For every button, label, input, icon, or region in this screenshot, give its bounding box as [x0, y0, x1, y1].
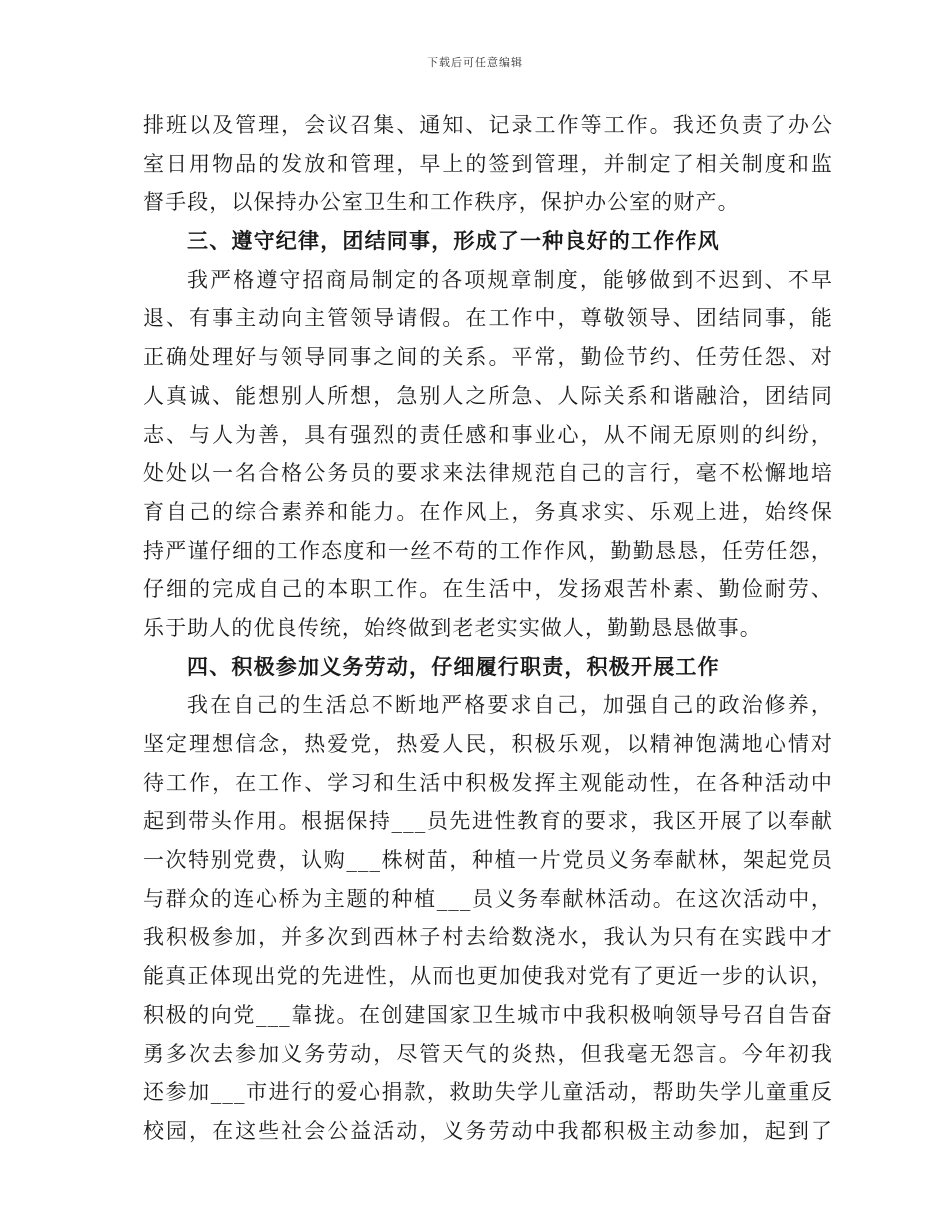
text-line: 我严格遵守招商局制定的各项规章制度，能够做到不迟到、不早: [187, 267, 833, 292]
text-line: 我在自己的生活总不断地严格要求自己，加强自己的政治修养，: [187, 693, 833, 718]
section-heading: 三、遵守纪律，团结同事，形成了一种良好的工作作风: [187, 229, 720, 254]
header-note: 下载后可任意编辑: [427, 56, 523, 69]
text-line: 一次特别党费，认购___株树苗，种植一片党员义务奉献林，架起党员: [143, 848, 833, 873]
text-line: 育自己的综合素养和能力。在作风上，务真求实、乐观上进，始终保: [143, 499, 833, 524]
text-line: 勇多次去参加义务劳动，尽管天气的炎热，但我毫无怨言。今年初我: [143, 1041, 833, 1066]
text-line: 持严谨仔细的工作态度和一丝不苟的工作作风，勤勤恳恳，任劳任怨，: [143, 538, 833, 563]
paragraph: [143, 261, 833, 648]
text-line: 退、有事主动向主管领导请假。在工作中，尊敬领导、团结同事，能: [143, 306, 833, 331]
text-line: 督手段，以保持办公室卫生和工作秩序，保护办公室的财产。: [143, 190, 740, 215]
section-heading: 四、积极参加义务劳动，仔细履行职责，积极开展工作: [187, 654, 720, 679]
text-line: 能真正体现出党的先进性，从而也更加使我对党有了更近一步的认识，: [143, 964, 833, 989]
text-line: 乐于助人的优良传统，始终做到老老实实做人，勤勤恳恳做事。: [143, 615, 762, 640]
text-line: 积极的向党___靠拢。在创建国家卫生城市中我积极响领导号召自告奋: [143, 1002, 833, 1027]
text-line: 室日用物品的发放和管理，早上的签到管理，并制定了相关制度和监: [143, 151, 833, 176]
text-line: 排班以及管理，会议召集、通知、记录工作等工作。我还负责了办公: [143, 113, 833, 137]
document-body: [143, 106, 833, 1151]
paragraph: [143, 686, 833, 1150]
text-line: 正确处理好与领导同事之间的关系。平常，勤俭节约、任劳任怨、对: [143, 345, 833, 370]
text-line: 我积极参加，并多次到西林子村去给数浇水，我认为只有在实践中才: [143, 925, 833, 950]
text-line: 与群众的连心桥为主题的种植___员义务奉献林活动。在这次活动中，: [143, 886, 833, 911]
text-line: 坚定理想信念，热爱党，热爱人民，积极乐观，以精神饱满地心情对: [143, 732, 833, 756]
paragraph: [143, 106, 833, 222]
text-line: 志、与人为善，具有强烈的责任感和事业心，从不闹无原则的纠纷，: [143, 422, 833, 447]
text-line: 起到带头作用。根据保持___员先进性教育的要求，我区开展了以奉献: [143, 809, 833, 834]
text-line: 校园，在这些社会公益活动，义务劳动中我都积极主动参加，起到了: [143, 1118, 833, 1143]
text-line: 人真诚、能想别人所想，急别人之所急、人际关系和谐融洽，团结同: [143, 383, 833, 408]
text-line: 仔细的完成自己的本职工作。在生活中，发扬艰苦朴素、勤俭耐劳、: [143, 577, 833, 602]
text-line: 待工作，在工作、学习和生活中积极发挥主观能动性，在各种活动中: [143, 770, 833, 795]
text-line: 还参加___市进行的爱心捐款，救助失学儿童活动，帮助失学儿童重反: [143, 1080, 833, 1105]
text-line: 处处以一名合格公务员的要求来法律规范自己的言行，毫不松懈地培: [143, 461, 833, 486]
